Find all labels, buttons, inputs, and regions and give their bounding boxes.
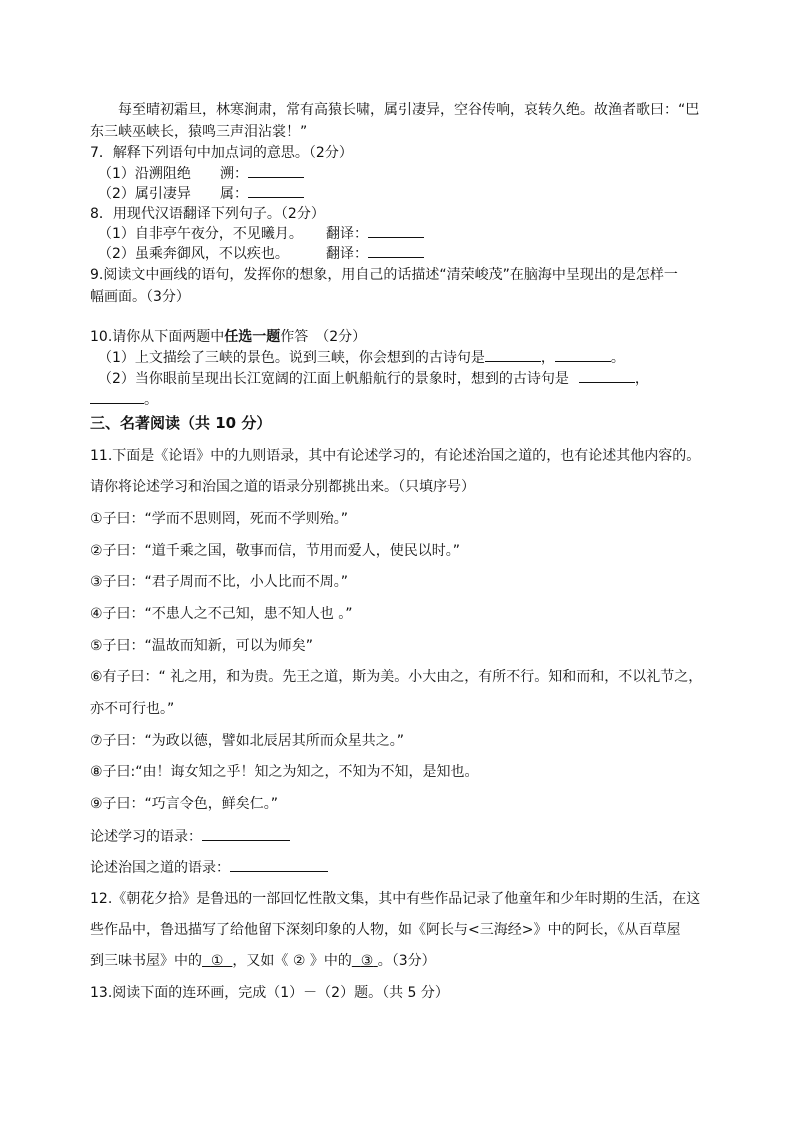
q11-quote-8: ⑧子曰:“由！诲女知之乎！知之为知之，不知为不知，是知也。 [90, 764, 479, 780]
q11-answer-1 [90, 826, 290, 847]
answer-blank[interactable] [368, 243, 424, 258]
q10-title-bold: 任选一题 [224, 329, 281, 345]
q8-item-1 [98, 223, 424, 244]
q10-item-2-text: （2）当你眼前呈现出长江宽阔的江面上帆船航行的景象时，想到的古诗句是 [98, 371, 569, 387]
q8-title: 8．用现代汉语翻译下列句子。（2分） [90, 206, 325, 222]
answer-blank[interactable] [579, 368, 635, 383]
q11-quote-6: ⑥有子曰：“ 礼之用，和为贵。先王之道，斯为美。小大由之，有所不行。知和而和，不以礼节之， [90, 669, 703, 685]
q10-item-2-end: 。 [144, 392, 158, 408]
q11-answer-2-label: 论述治国之道的语录： [90, 860, 230, 876]
q10-title [90, 327, 366, 347]
q11-quote-7: ⑦子曰：“为政以德，譬如北辰居其所而众星共之。” [90, 733, 405, 749]
answer-blank[interactable] [485, 347, 541, 362]
blank-3-marker: ③ [360, 953, 374, 969]
q11-quote-2: ②子曰：“道千乘之国，敬事而信，节用而爱人，使民以时。” [90, 543, 461, 559]
passage-line-2: 东三峡巫峡长，猿鸣三声泪沾裳！” [90, 124, 308, 140]
q7-item-1-text: （1）沿溯阻绝 [98, 166, 191, 182]
q10-item-1 [98, 347, 625, 368]
answer-blank[interactable] [368, 223, 424, 238]
blank-1-marker: ① [210, 953, 224, 969]
q12-line-3 [90, 951, 436, 971]
q7-item-2-text: （2）属引凄异 [98, 186, 191, 202]
answer-blank-3[interactable] [352, 953, 378, 969]
q11-quote-6-cont: 亦不可行也。” [90, 701, 175, 717]
q10-title-pre: 10.请你从下面两题中 [90, 329, 225, 345]
q11-answer-2 [90, 857, 328, 878]
q13-title: 13.阅读下面的连环画，完成（1）－（2）题。（共 5 分） [90, 985, 449, 1001]
answer-blank-1[interactable] [202, 953, 232, 969]
q10-item-2-sep: ， [634, 371, 649, 387]
q7-item-2-label: 属： [220, 186, 248, 202]
q10-item-2 [98, 368, 649, 389]
q11-answer-1-label: 论述学习的语录： [90, 829, 202, 845]
q11-quote-4: ④子曰：“不患人之不己知，患不知人也 。” [90, 606, 353, 622]
q10-item-1-sep: ， [540, 350, 555, 366]
q8-item-1-text: （1）自非亭午夜分，不见曦月。 [98, 226, 303, 242]
q8-item-1-label: 翻译： [326, 226, 368, 242]
q7-item-2 [98, 183, 304, 204]
q7-item-1 [98, 163, 304, 184]
q8-item-2-text: （2）虽乘奔御风，不以疾也。 [98, 246, 289, 262]
q8-item-2-label: 翻译： [326, 246, 368, 262]
q10-title-post: 作答 （2分） [280, 329, 367, 345]
section-3-heading: 三、名著阅读（共 10 分） [90, 414, 272, 432]
q10-item-1-text: （1）上文描绘了三峡的景色。说到三峡，你会想到的古诗句是 [98, 350, 485, 366]
q12-line-3-a: 到三味书屋》中的 [90, 953, 202, 969]
q12-line-3-c: 。（3分） [377, 953, 436, 969]
q10-item-1-end: 。 [610, 350, 625, 366]
q11-line-2: 请你将论述学习和治国之道的语录分别都挑出来。（只填序号） [90, 479, 475, 495]
answer-blank[interactable] [248, 183, 304, 198]
q10-item-2-cont [90, 389, 158, 410]
q12-line-2: 些作品中，鲁迅描写了给他留下深刻印象的人物，如《阿长与<三海经>》中的阿长，《从百草屋 [90, 922, 681, 938]
q8-item-2 [98, 243, 424, 264]
q9-line-1: 9.阅读文中画线的语句，发挥你的想象，用自己的话描述“清荣峻茂”在脑海中呈现出的是怎样一 [90, 267, 678, 283]
q7-item-1-label: 溯： [220, 166, 248, 182]
answer-blank[interactable] [230, 857, 328, 872]
answer-blank[interactable] [248, 163, 304, 178]
answer-blank[interactable] [555, 347, 611, 362]
q11-quote-5: ⑤子曰：“温故而知新，可以为师矣” [90, 638, 314, 654]
q7-title: 7．解释下列语句中加点词的意思。（2分） [90, 145, 353, 161]
q11-quote-9: ⑨子曰：“巧言令色，鲜矣仁。” [90, 796, 279, 812]
answer-blank[interactable] [202, 826, 290, 841]
passage-line-1: 每至晴初霜旦，林寒涧肃，常有高猿长啸，属引凄异，空谷传响，哀转久绝。故渔者歌曰：“巴 [118, 102, 700, 118]
q9-line-2: 幅画面。（3分） [90, 289, 190, 305]
q11-quote-3: ③子曰：“君子周而不比，小人比而不周。” [90, 574, 349, 590]
q12-line-1: 12.《朝花夕拾》是鲁迅的一部回忆性散文集，其中有些作品记录了他童年和少年时期的生活，在这 [90, 891, 701, 907]
q11-quote-1: ①子曰：“学而不思则罔，死而不学则殆。” [90, 511, 349, 527]
q12-line-3-b: ，又如《 ② 》中的 [232, 953, 352, 969]
q11-line-1: 11.下面是《论语》中的九则语录，其中有论述学习的，有论述治国之道的，也有论述其他内容的。 [90, 448, 701, 464]
answer-blank[interactable] [90, 389, 144, 404]
